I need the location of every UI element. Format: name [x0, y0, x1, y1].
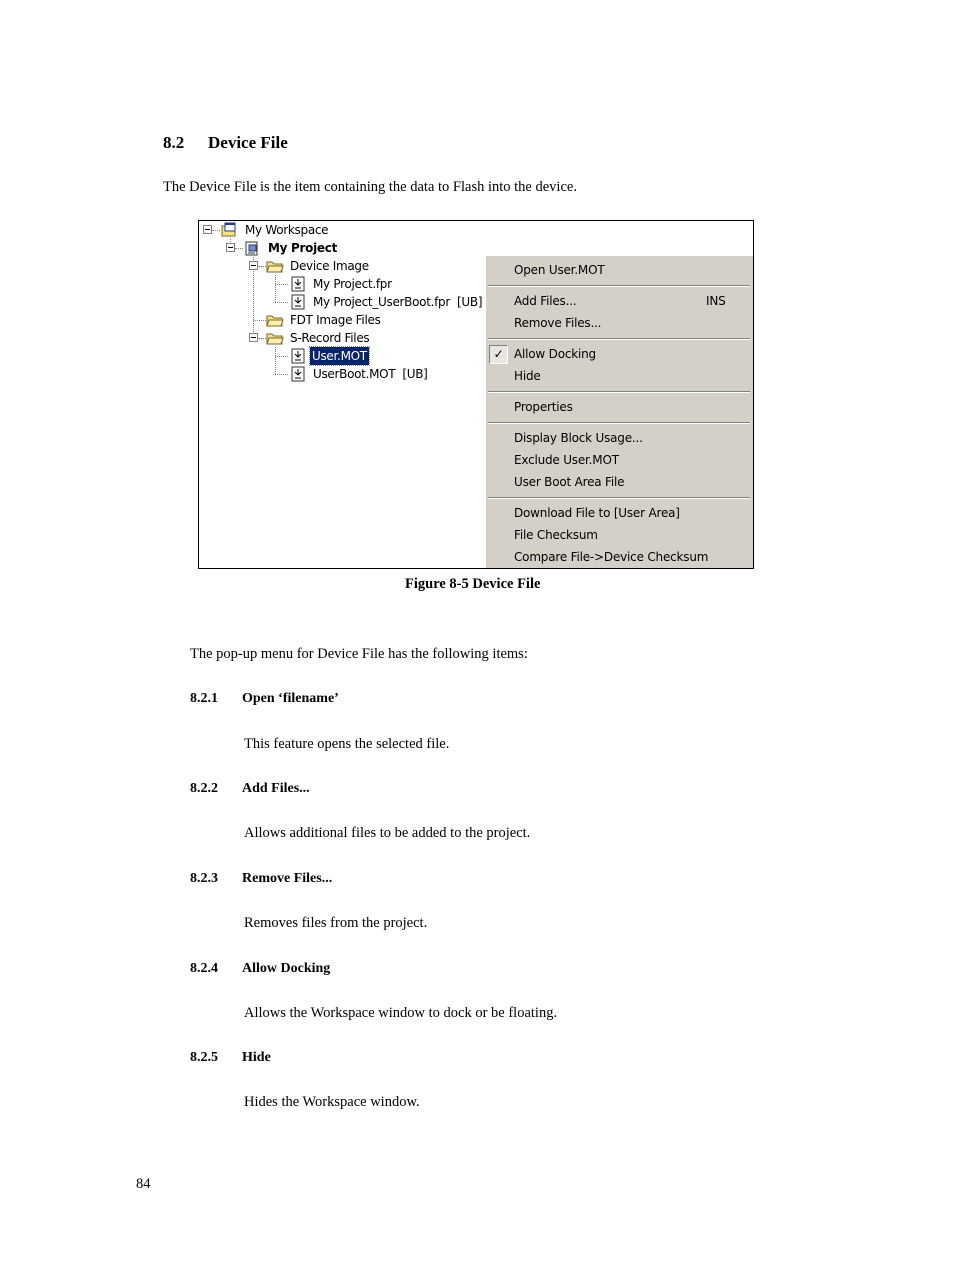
- tree-item-userboot-fpr-file[interactable]: [199, 293, 485, 311]
- subsection-title: Hide: [242, 1050, 271, 1065]
- subsection-text: Allows additional files to be added to the project.: [244, 825, 531, 841]
- menu-item-exclude[interactable]: [486, 450, 752, 471]
- subsection-text: Allows the Workspace window to dock or be floating.: [244, 1005, 558, 1021]
- tree-item-workspace[interactable]: [199, 221, 479, 239]
- subsection-title: Remove Files...: [242, 871, 333, 886]
- subsection-text: This feature opens the selected file.: [244, 736, 450, 752]
- collapse-icon[interactable]: [226, 243, 235, 252]
- tree-label: My Workspace: [245, 223, 329, 237]
- collapse-icon[interactable]: [249, 261, 258, 270]
- tree-item-project[interactable]: [199, 239, 479, 257]
- tree-label-selected: User.MOT: [312, 349, 367, 363]
- menu-label: Hide: [514, 369, 541, 383]
- menu-separator: [488, 391, 750, 393]
- menu-label: Compare File->Device Checksum: [514, 550, 709, 564]
- tree-label: My Project: [268, 241, 338, 255]
- download-file-icon: [289, 348, 307, 364]
- menu-label: Allow Docking: [514, 347, 596, 361]
- tree-item-user-mot[interactable]: [199, 347, 479, 365]
- tree-item-fdt-image-files[interactable]: [199, 311, 479, 329]
- menu-label: Display Block Usage...: [514, 431, 643, 445]
- device-file-figure: [198, 220, 754, 569]
- tree-label: My Project_UserBoot.fpr [UB]: [313, 295, 483, 309]
- download-file-icon: [289, 294, 307, 310]
- subsection-title: Open ‘filename’: [242, 691, 339, 706]
- menu-label: Exclude User.MOT: [514, 453, 619, 467]
- menu-item-properties[interactable]: [486, 397, 752, 418]
- menu-item-download[interactable]: [486, 503, 752, 524]
- subsection-number: 8.2.2: [190, 781, 218, 796]
- context-menu: [485, 255, 754, 569]
- menu-item-hide[interactable]: [486, 366, 752, 387]
- download-file-icon: [289, 366, 307, 382]
- menu-label: Properties: [514, 400, 573, 414]
- tree-label: S-Record Files: [290, 331, 370, 345]
- folder-open-icon: [266, 330, 284, 346]
- tree-label: Device Image: [290, 259, 369, 273]
- section-title: Device File: [208, 133, 288, 152]
- subsection-number: 8.2.1: [190, 691, 218, 706]
- menu-item-display-block-usage[interactable]: [486, 428, 752, 449]
- tree-item-device-image[interactable]: [199, 257, 479, 275]
- menu-item-remove-files[interactable]: [486, 313, 752, 334]
- tree-item-userboot-mot[interactable]: [199, 365, 479, 383]
- project-icon: [243, 240, 261, 256]
- menu-separator: [488, 338, 750, 340]
- menu-item-file-checksum[interactable]: [486, 525, 752, 546]
- menu-label: File Checksum: [514, 528, 598, 542]
- menu-label: User Boot Area File: [514, 475, 625, 489]
- menu-item-add-files[interactable]: [486, 291, 752, 312]
- collapse-icon[interactable]: [249, 333, 258, 342]
- download-file-icon: [289, 276, 307, 292]
- menu-label: Add Files...: [514, 294, 577, 308]
- menu-label: Download File to [User Area]: [514, 506, 680, 520]
- menu-separator: [488, 285, 750, 287]
- menu-separator: [488, 497, 750, 499]
- workspace-icon: [220, 222, 238, 238]
- collapse-icon[interactable]: [203, 225, 212, 234]
- subsection-number: 8.2.5: [190, 1050, 218, 1065]
- subsection-number: 8.2.3: [190, 871, 218, 886]
- subsection-title: Allow Docking: [242, 961, 331, 976]
- folder-icon: [266, 312, 284, 328]
- tree-item-srecord-files[interactable]: [199, 329, 479, 347]
- section-number: 8.2: [163, 133, 185, 152]
- subsection-title: Add Files...: [242, 781, 310, 796]
- tree-item-fpr-file[interactable]: [199, 275, 479, 293]
- menu-label: Open User.MOT: [514, 263, 605, 277]
- tree-label: UserBoot.MOT [UB]: [313, 367, 428, 381]
- tree-label: FDT Image Files: [290, 313, 381, 327]
- menu-item-open[interactable]: [486, 260, 752, 281]
- tree-label: My Project.fpr: [313, 277, 392, 291]
- menu-item-user-boot-area[interactable]: [486, 472, 752, 493]
- menu-item-compare-checksum[interactable]: [486, 547, 752, 568]
- check-icon: ✓: [489, 345, 508, 364]
- subsection-text: Removes files from the project.: [244, 915, 428, 931]
- folder-open-icon: [266, 258, 284, 274]
- subsection-number: 8.2.4: [190, 961, 218, 976]
- menu-shortcut: INS: [706, 294, 726, 308]
- menu-label: Remove Files...: [514, 316, 602, 330]
- page-number: 84: [136, 1176, 151, 1192]
- menu-separator: [488, 422, 750, 424]
- intro-paragraph: The Device File is the item containing the data to Flash into the device.: [163, 179, 577, 195]
- subsection-text: Hides the Workspace window.: [244, 1094, 420, 1110]
- menu-item-allow-docking[interactable]: [486, 344, 752, 365]
- popup-intro: The pop-up menu for Device File has the following items:: [190, 646, 528, 662]
- figure-caption: Figure 8-5 Device File: [405, 576, 541, 592]
